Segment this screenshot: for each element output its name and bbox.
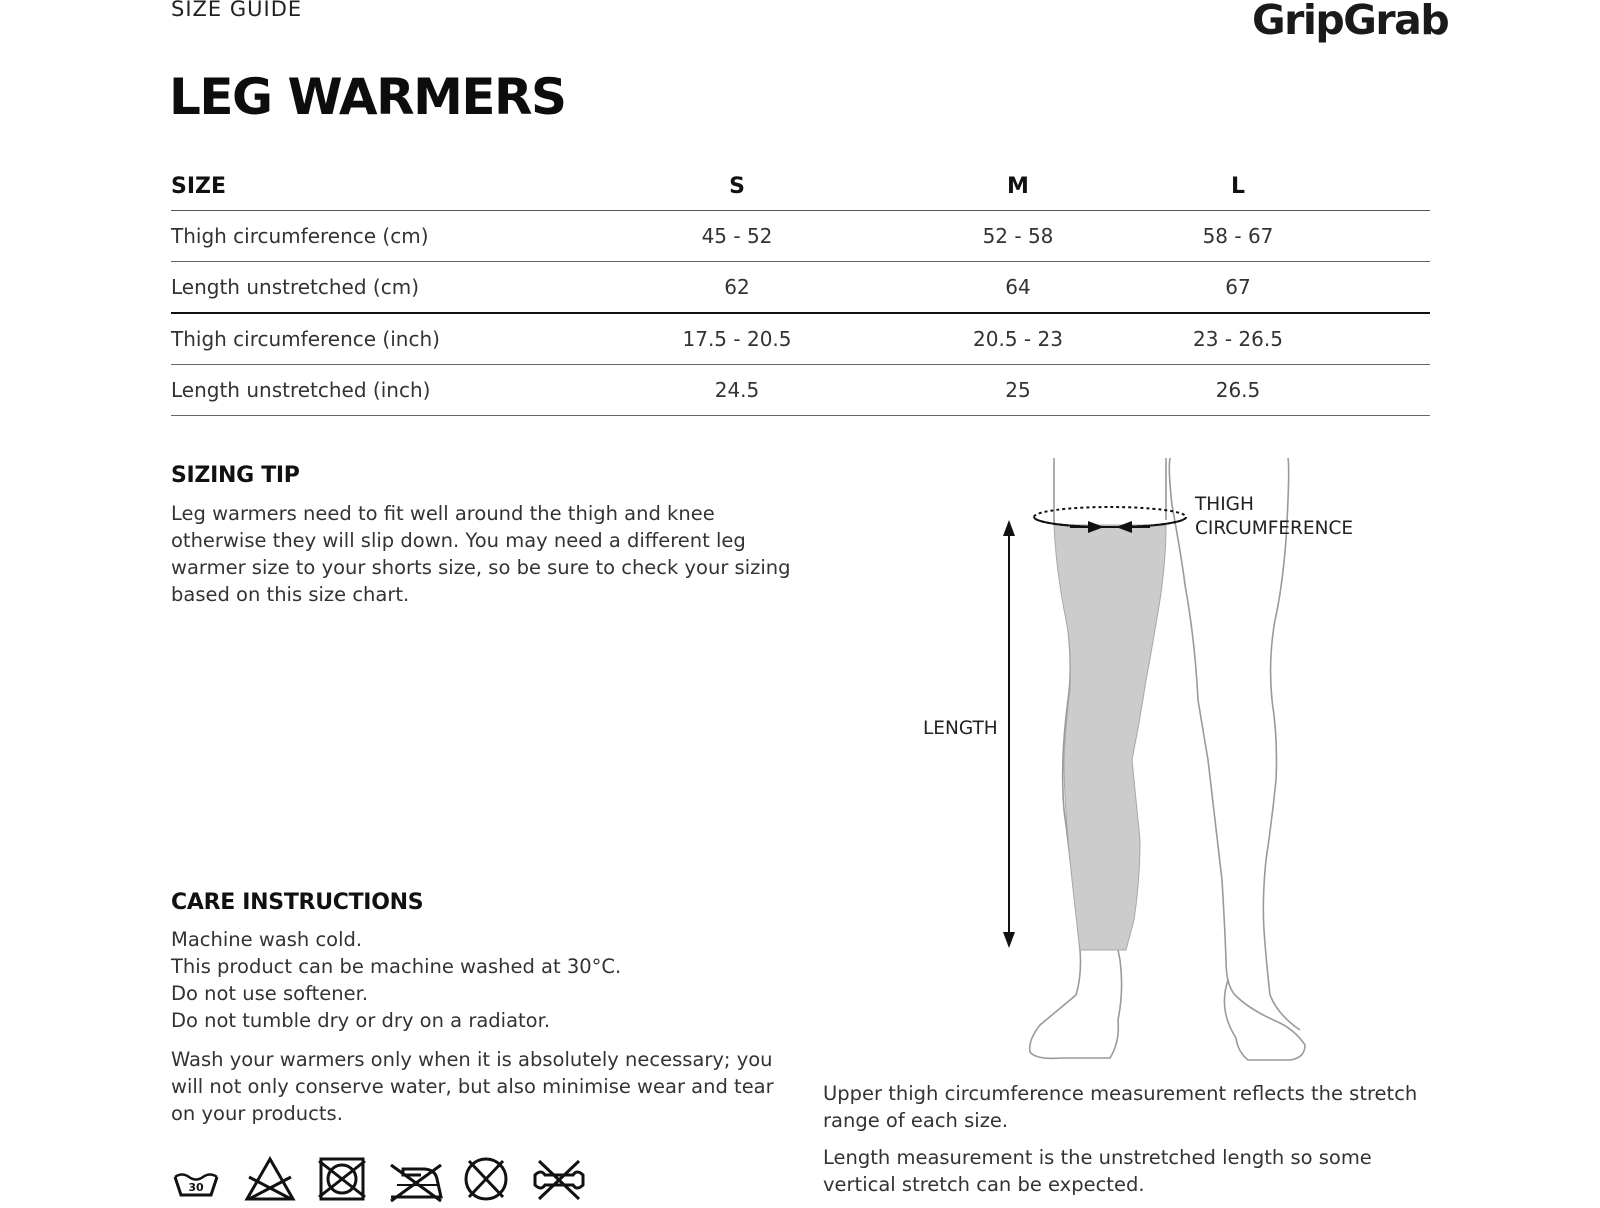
care-line: This product can be machine washed at 30°C. bbox=[171, 955, 622, 978]
column-header-l: L bbox=[1128, 162, 1348, 211]
size-table bbox=[171, 162, 1430, 416]
no-bleach-icon bbox=[243, 1155, 301, 1203]
table-cell: 45 - 52 bbox=[566, 211, 908, 262]
care-icons bbox=[171, 1155, 589, 1203]
length-label: LENGTH bbox=[923, 718, 998, 739]
no-wring-icon bbox=[531, 1155, 589, 1203]
no-tumble-dry-icon bbox=[315, 1155, 373, 1203]
row-label: Length unstretched (cm) bbox=[171, 262, 566, 314]
wash-30-icon bbox=[171, 1155, 229, 1203]
row-label: Length unstretched (inch) bbox=[171, 365, 566, 416]
size-table-header bbox=[171, 162, 1430, 211]
table-row bbox=[171, 313, 1430, 365]
table-cell: 58 - 67 bbox=[1128, 211, 1348, 262]
care-line: Machine wash cold. bbox=[171, 928, 363, 951]
arrow-up-icon bbox=[1003, 520, 1015, 536]
column-header-s: S bbox=[566, 162, 908, 211]
leg-diagram bbox=[900, 455, 1460, 1065]
sizing-tip-text: Leg warmers need to fit well around the thigh and knee otherwise they will slip down. You may need a different leg warmer size to your shorts size, so be sure to check your sizing based on this size chart. bbox=[171, 502, 791, 606]
column-header-m: M bbox=[908, 162, 1128, 211]
row-label: Thigh circumference (inch) bbox=[171, 313, 566, 365]
column-header-size: SIZE bbox=[171, 162, 566, 211]
table-row bbox=[171, 365, 1430, 416]
brand-logo: GripGrab bbox=[1252, 0, 1449, 44]
thigh-circumference-label: THIGH CIRCUMFERENCE bbox=[1195, 494, 1354, 539]
leg-warmer-shape bbox=[1054, 525, 1166, 950]
table-cell: 24.5 bbox=[566, 365, 908, 416]
page-title: LEG WARMERS bbox=[169, 68, 566, 126]
table-cell: 64 bbox=[908, 262, 1128, 314]
arrow-down-icon bbox=[1003, 932, 1015, 948]
care-line: Do not tumble dry or dry on a radiator. bbox=[171, 1009, 551, 1032]
measurement-notes bbox=[823, 1080, 1443, 1208]
table-row bbox=[171, 211, 1430, 262]
care-paragraph: Wash your warmers only when it is absolutely necessary; you will not only conserve water, but also minimise wear and tear on your products. bbox=[171, 1048, 774, 1125]
care-instructions-list bbox=[171, 926, 621, 1034]
note-thigh: Upper thigh circumference measurement reflects the stretch range of each size. bbox=[823, 1082, 1418, 1132]
table-cell: 17.5 - 20.5 bbox=[566, 313, 908, 365]
row-label: Thigh circumference (cm) bbox=[171, 211, 566, 262]
table-cell: 23 - 26.5 bbox=[1128, 313, 1348, 365]
care-heading: CARE INSTRUCTIONS bbox=[171, 890, 424, 915]
note-length: Length measurement is the unstretched length so some vertical stretch can be expected. bbox=[823, 1146, 1372, 1196]
table-cell: 25 bbox=[908, 365, 1128, 416]
no-iron-icon bbox=[387, 1155, 445, 1203]
sizing-tip-heading: SIZING TIP bbox=[171, 463, 300, 488]
table-cell: 52 - 58 bbox=[908, 211, 1128, 262]
right-leg-outline bbox=[1169, 458, 1305, 1060]
eyebrow-label: SIZE GUIDE bbox=[171, 0, 303, 21]
care-line: Do not use softener. bbox=[171, 982, 369, 1005]
table-cell: 20.5 - 23 bbox=[908, 313, 1128, 365]
svg-text:30: 30 bbox=[188, 1181, 204, 1194]
table-cell: 26.5 bbox=[1128, 365, 1348, 416]
table-cell: 67 bbox=[1128, 262, 1348, 314]
table-row bbox=[171, 262, 1430, 314]
table-cell: 62 bbox=[566, 262, 908, 314]
no-dry-clean-icon bbox=[459, 1155, 517, 1203]
